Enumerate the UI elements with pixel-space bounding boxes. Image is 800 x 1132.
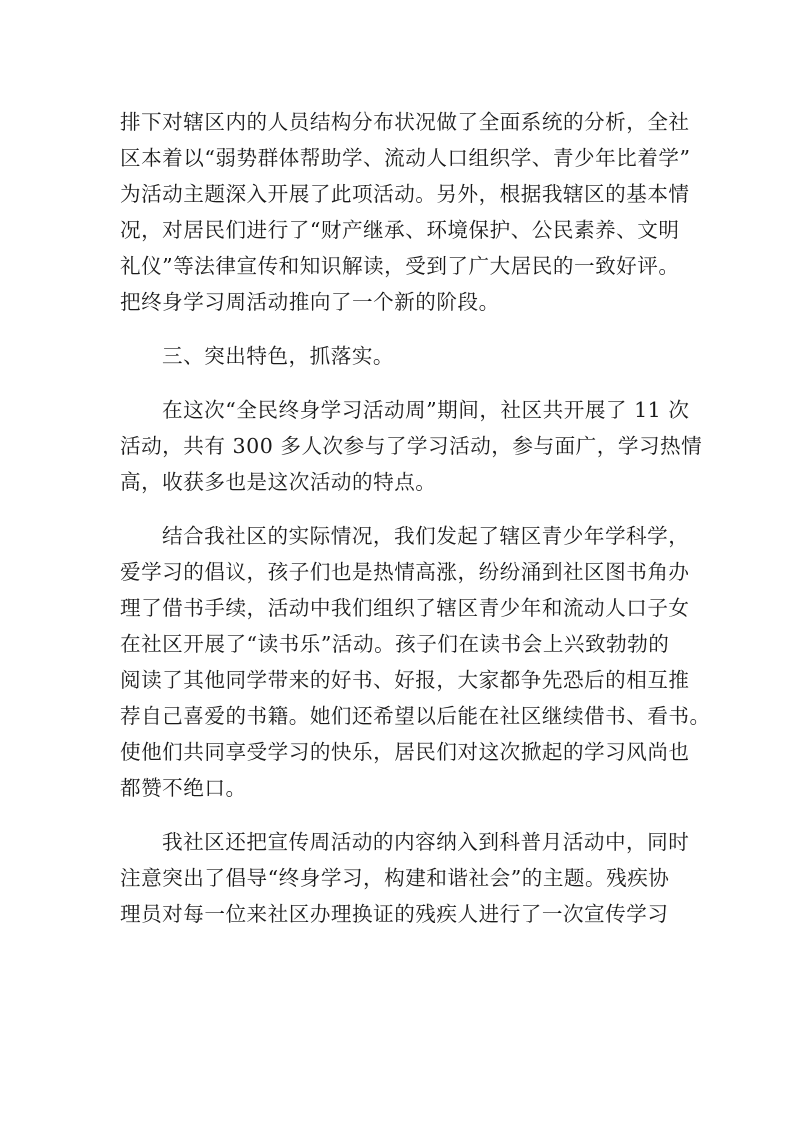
document-page xyxy=(120,104,711,932)
text-line: 荐自己喜爱的书籍。她们还希望以后能在社区继续借书、看书。 xyxy=(120,704,711,728)
text-line: 理了借书手续，活动中我们组织了辖区青少年和流动人口子女 xyxy=(120,596,690,620)
paragraph-spacer xyxy=(120,806,686,824)
paragraph-youth-reading xyxy=(120,518,711,806)
text-line: 排下对辖区内的人员结构分布状况做了全面系统的分析，全社 xyxy=(120,110,690,134)
text-line: 活动，共有 300 多人次参与了学习活动，参与面广，学习热情 xyxy=(120,434,703,458)
text-line: 在社区开展了“读书乐”活动。孩子们在读书会上兴致勃勃的 xyxy=(120,632,670,656)
text-line: 把终身学习周活动推向了一个新的阶段。 xyxy=(120,290,500,314)
paragraph-science-month xyxy=(120,824,690,932)
text-line: 我社区还把宣传周活动的内容纳入到科普月活动中，同时 xyxy=(162,830,690,854)
text-line: 爱学习的倡议，孩子们也是热情高涨，纷纷涌到社区图书角办 xyxy=(120,560,690,584)
text-line: 高，收获多也是这次活动的特点。 xyxy=(120,470,437,494)
paragraph-population-analysis xyxy=(120,104,691,320)
text-line: 结合我社区的实际情况，我们发起了辖区青少年学科学， xyxy=(162,524,690,548)
paragraph-spacer xyxy=(120,374,686,392)
text-line: 区本着以“弱势群体帮助学、流动人口组织学、青少年比着学” xyxy=(120,146,691,170)
text-line: 况，对居民们进行了“财产继承、环境保护、公民素养、文明 xyxy=(120,218,680,242)
section-heading-3 xyxy=(120,338,686,374)
text-line: 使他们共同享受学习的快乐，居民们对这次掀起的学习风尚也 xyxy=(120,740,690,764)
text-line: 礼仪”等法律宣传和知识解读，受到了广大居民的一致好评。 xyxy=(120,254,680,278)
section-heading-text: 三、突出特色，抓落实。 xyxy=(162,344,395,368)
text-line: 阅读了其他同学带来的好书、好报，大家都争先恐后的相互推 xyxy=(120,668,690,692)
paragraph-spacer xyxy=(120,320,686,338)
text-line: 在这次“全民终身学习活动周”期间，社区共开展了 11 次 xyxy=(162,398,690,422)
text-line: 都赞不绝口。 xyxy=(120,776,247,800)
text-line: 理员对每一位来社区办理换证的残疾人进行了一次宣传学习 xyxy=(120,902,669,926)
paragraph-activity-stats xyxy=(120,392,703,500)
paragraph-spacer xyxy=(120,500,686,518)
text-line: 注意突出了倡导“终身学习，构建和谐社会”的主题。残疾协 xyxy=(120,866,670,890)
text-line: 为活动主题深入开展了此项活动。另外，根据我辖区的基本情 xyxy=(120,182,690,206)
